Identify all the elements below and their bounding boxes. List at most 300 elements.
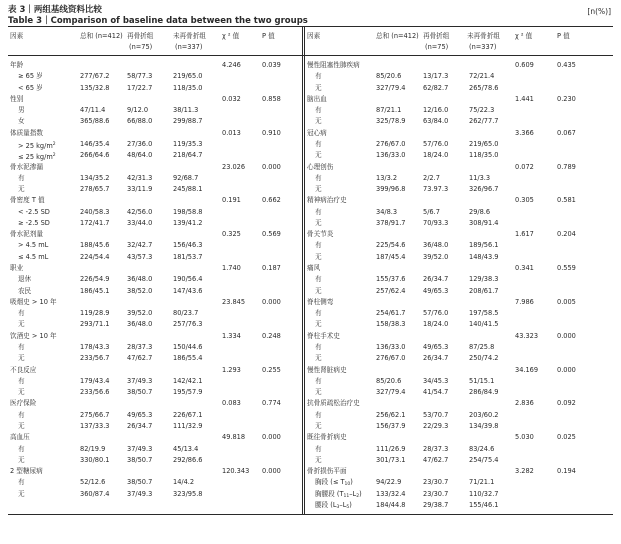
label-tail: ) (359, 490, 362, 498)
cell-chi2: 1.441 (515, 95, 534, 103)
label-text: 有 (18, 377, 25, 385)
row-factor-label (10, 433, 30, 442)
cell-refracture: 28/37.3 (127, 343, 153, 351)
cell-no-refracture: 156/46.3 (173, 241, 203, 249)
label-text: 有 (315, 72, 322, 80)
cell-total: 179/43.4 (80, 377, 110, 385)
cell-no-refracture: 11/3.3 (469, 174, 491, 182)
cell-no-refracture: 286/84.9 (469, 388, 499, 396)
row-sublabel (315, 445, 322, 454)
cell-no-refracture: 29/8.6 (469, 208, 491, 216)
cell-total: 136/33.0 (376, 343, 406, 351)
label-text: 2 型糖尿病 (10, 467, 43, 475)
row-factor-label (307, 61, 360, 70)
cell-refracture: 37/49.3 (127, 490, 153, 498)
cell-total: 327/79.4 (376, 388, 406, 396)
cell-no-refracture: 218/64.7 (173, 151, 203, 159)
cell-total: 111/26.9 (376, 445, 406, 453)
row-factor-label (10, 230, 43, 239)
cell-no-refracture: 254/75.4 (469, 456, 499, 464)
cell-no-refracture: 110/32.7 (469, 490, 499, 498)
cell-p-value: 0.000 (557, 366, 576, 374)
label-text: 精神病治疗史 (307, 196, 347, 204)
cell-no-refracture: 129/38.3 (469, 275, 499, 283)
row-factor-label (307, 95, 327, 104)
label-text: < -2.5 SD (18, 208, 50, 216)
label-sup: 2 (52, 153, 56, 158)
row-sublabel (18, 309, 25, 318)
label-text: 无 (18, 388, 25, 396)
cell-chi2: 34.169 (515, 366, 539, 374)
cell-p-value: 0.230 (557, 95, 576, 103)
cell-total: 365/88.6 (80, 117, 110, 125)
row-factor-label (307, 399, 360, 408)
row-sublabel (18, 117, 25, 126)
cell-refracture: 70/93.3 (423, 219, 449, 227)
label-text: 脊柱手术史 (307, 332, 340, 340)
row-sublabel (315, 241, 322, 250)
cell-no-refracture: 150/44.6 (173, 343, 203, 351)
label-text: 无 (18, 422, 25, 430)
cell-refracture: 57/76.0 (423, 140, 449, 148)
label-text: ≤ 25 kg/m (18, 153, 53, 161)
header-total-r: 总和 (n=412) (376, 32, 419, 40)
cell-no-refracture: 262/77.7 (469, 117, 499, 125)
label-text: 退休 (18, 275, 32, 283)
cell-refracture: 17/22.7 (127, 84, 153, 92)
cell-total: 135/32.8 (80, 84, 110, 92)
cell-p-value: 0.092 (557, 399, 576, 407)
cell-total: 233/56.6 (80, 388, 110, 396)
cell-total: 240/58.3 (80, 208, 110, 216)
label-text: 吸烟史 > 10 年 (10, 298, 57, 306)
row-sublabel (18, 174, 25, 183)
label-text: 不良反应 (10, 366, 37, 374)
row-factor-label (307, 467, 347, 476)
row-sublabel (315, 354, 322, 363)
label-text: 脑出血 (307, 95, 327, 103)
row-sublabel (18, 72, 43, 81)
row-factor-label (10, 366, 36, 375)
cell-no-refracture: 38/11.3 (173, 106, 199, 114)
label-text: 慢性肾脏病史 (307, 366, 347, 374)
cell-total: 87/21.1 (376, 106, 402, 114)
row-sublabel (315, 84, 322, 93)
cell-p-value: 0.789 (557, 163, 576, 171)
cell-total: 293/71.1 (80, 320, 110, 328)
cell-chi2: 1.740 (222, 264, 241, 272)
header-rule (8, 55, 613, 56)
row-factor-label (10, 163, 43, 172)
row-sublabel (18, 106, 25, 115)
cell-no-refracture: 72/21.4 (469, 72, 495, 80)
row-factor-label (307, 332, 340, 341)
cell-p-value: 0.000 (262, 433, 281, 441)
row-sublabel (18, 241, 48, 250)
top-rule (8, 26, 613, 27)
cell-total: 188/45.6 (80, 241, 110, 249)
cell-refracture: 53/70.7 (423, 411, 449, 419)
cell-refracture: 38/50.7 (127, 478, 153, 486)
cell-total: 47/11.4 (80, 106, 106, 114)
label-text: 抗骨质疏松治疗史 (307, 399, 360, 407)
cell-refracture: 63/84.0 (423, 117, 449, 125)
cell-no-refracture: 80/23.7 (173, 309, 199, 317)
cell-total: 233/56.7 (80, 354, 110, 362)
label-text: 无 (315, 354, 322, 362)
cell-p-value: 0.559 (557, 264, 576, 272)
cell-no-refracture: 139/41.2 (173, 219, 203, 227)
cell-refracture: 18/24.0 (423, 320, 449, 328)
row-sublabel (315, 501, 352, 512)
header-no-refracture: 未再骨折组 (173, 32, 206, 40)
row-factor-label (10, 95, 23, 104)
label-text: 农民 (18, 287, 32, 295)
row-sublabel (315, 253, 322, 262)
label-text: 有 (18, 478, 25, 486)
label-text: 既往骨折病史 (307, 433, 347, 441)
label-text: 男 (18, 106, 25, 114)
label-text: 有 (18, 445, 25, 453)
cell-no-refracture: 245/88.1 (173, 185, 203, 193)
cell-total: 156/37.9 (376, 422, 406, 430)
label-text: 骨折损伤平面 (307, 467, 347, 475)
label-text: 性别 (10, 95, 24, 103)
cell-refracture: 39/52.0 (127, 309, 153, 317)
cell-refracture: 18/24.0 (423, 151, 449, 159)
row-sublabel (18, 151, 56, 162)
label-mid: –L (349, 490, 357, 498)
row-sublabel (18, 445, 25, 454)
cell-refracture: 23/30.7 (423, 490, 449, 498)
cell-refracture: 73.97.3 (423, 185, 449, 193)
cell-total: 178/43.3 (80, 343, 110, 351)
table-caption-en: Table 3｜Comparison of baseline data between the two groups (8, 16, 308, 26)
row-sublabel (18, 287, 31, 296)
row-sublabel (315, 287, 322, 296)
header-factor: 因素 (10, 32, 24, 40)
cell-refracture: 36/48.0 (127, 275, 153, 283)
label-text: 有 (315, 445, 322, 453)
cell-no-refracture: 219/65.0 (173, 72, 203, 80)
cell-no-refracture: 142/42.1 (173, 377, 203, 385)
cell-no-refracture: 195/57.9 (173, 388, 203, 396)
cell-no-refracture: 189/56.1 (469, 241, 499, 249)
label-sub2: 5 (346, 505, 350, 510)
row-sublabel (18, 422, 25, 431)
cell-no-refracture: 181/53.7 (173, 253, 203, 261)
cell-no-refracture: 257/76.3 (173, 320, 203, 328)
label-text: 腰段 (L (315, 501, 337, 509)
cell-refracture: 49/65.3 (423, 343, 449, 351)
cell-no-refracture: 197/58.5 (469, 309, 499, 317)
cell-refracture: 32/42.7 (127, 241, 153, 249)
cell-chi2: 0.013 (222, 129, 241, 137)
cell-no-refracture: 14/4.2 (173, 478, 195, 486)
row-sublabel (315, 377, 322, 386)
cell-p-value: 0.255 (262, 366, 281, 374)
cell-refracture: 26/34.7 (423, 354, 449, 362)
label-text: > 4.5 mL (18, 241, 49, 249)
row-factor-label (307, 366, 347, 375)
row-sublabel (315, 422, 322, 431)
cell-total: 34/8.3 (376, 208, 398, 216)
label-text: 医疗保险 (10, 399, 37, 407)
row-sublabel (18, 185, 25, 194)
label-text: 骨密度 T 值 (10, 196, 45, 204)
row-factor-label (10, 61, 23, 70)
cell-total: 155/37.6 (376, 275, 406, 283)
label-sup: 2 (52, 142, 56, 147)
label-text: 胸段 (≤ T (315, 478, 345, 486)
cell-total: 330/80.1 (80, 456, 110, 464)
row-sublabel (315, 343, 322, 352)
label-text: 有 (315, 174, 322, 182)
cell-p-value: 0.000 (262, 163, 281, 171)
cell-no-refracture: 323/95.8 (173, 490, 203, 498)
label-text: 无 (315, 253, 322, 261)
cell-no-refracture: 118/35.0 (173, 84, 203, 92)
cell-total: 256/62.1 (376, 411, 406, 419)
label-text: 有 (315, 241, 322, 249)
row-sublabel (18, 208, 50, 217)
cell-chi2: 3.282 (515, 467, 534, 475)
label-text: 胸腰段 (T (315, 490, 344, 498)
cell-total: 136/33.0 (376, 151, 406, 159)
label-text: 无 (18, 320, 25, 328)
label-text: 职业 (10, 264, 24, 272)
cell-p-value: 0.005 (557, 298, 576, 306)
cell-no-refracture: 190/56.4 (173, 275, 203, 283)
row-sublabel (315, 275, 322, 284)
label-text: 体质量指数 (10, 129, 43, 137)
label-text: 有 (315, 309, 322, 317)
cell-no-refracture: 265/78.6 (469, 84, 499, 92)
label-text: 有 (315, 140, 322, 148)
cell-no-refracture: 147/43.6 (173, 287, 203, 295)
cell-chi2: 1.617 (515, 230, 534, 238)
cell-refracture: 33/11.9 (127, 185, 153, 193)
label-text: 无 (315, 117, 322, 125)
label-text: 痛风 (307, 264, 321, 272)
cell-refracture: 29/38.7 (423, 501, 449, 509)
cell-refracture: 57/76.0 (423, 309, 449, 317)
cell-refracture: 38/50.7 (127, 456, 153, 464)
label-sub: 10 (344, 482, 351, 487)
cell-refracture: 36/48.0 (423, 241, 449, 249)
cell-chi2: 0.305 (515, 196, 534, 204)
row-factor-label (10, 467, 43, 476)
cell-total: 85/20.6 (376, 377, 402, 385)
cell-total: 325/78.9 (376, 117, 406, 125)
cell-refracture: 22/29.3 (423, 422, 449, 430)
cell-total: 254/61.7 (376, 309, 406, 317)
cell-no-refracture: 148/43.9 (469, 253, 499, 261)
row-sublabel (18, 253, 48, 262)
cell-no-refracture: 118/35.0 (469, 151, 499, 159)
cell-refracture: 49/65.3 (423, 287, 449, 295)
cell-no-refracture: 226/67.1 (173, 411, 203, 419)
header-p: P 值 (262, 32, 275, 40)
label-text: 女 (18, 117, 25, 125)
label-text: 年龄 (10, 61, 24, 69)
bottom-rule (8, 514, 613, 515)
cell-p-value: 0.662 (262, 196, 281, 204)
cell-chi2: 0.072 (515, 163, 534, 171)
cell-chi2: 2.836 (515, 399, 534, 407)
row-factor-label (307, 230, 333, 239)
label-sub2: 2 (356, 494, 360, 499)
cell-total: 399/96.8 (376, 185, 406, 193)
row-factor-label (307, 298, 333, 307)
cell-chi2: 1.334 (222, 332, 241, 340)
cell-no-refracture: 111/32.9 (173, 422, 203, 430)
cell-total: 277/67.2 (80, 72, 110, 80)
cell-chi2: 0.609 (515, 61, 534, 69)
label-text: 无 (315, 287, 322, 295)
label-text: 无 (315, 185, 322, 193)
cell-no-refracture: 75/22.3 (469, 106, 495, 114)
cell-p-value: 0.000 (557, 332, 576, 340)
label-text: 无 (315, 320, 322, 328)
cell-refracture: 12/16.0 (423, 106, 449, 114)
row-sublabel (315, 490, 362, 501)
label-text: 脊柱侧弯 (307, 298, 334, 306)
cell-refracture: 26/34.7 (423, 275, 449, 283)
cell-chi2: 3.366 (515, 129, 534, 137)
label-text: 无 (18, 185, 25, 193)
cell-p-value: 0.039 (262, 61, 281, 69)
cell-refracture: 36/48.0 (127, 320, 153, 328)
row-sublabel (18, 456, 25, 465)
cell-no-refracture: 292/86.6 (173, 456, 203, 464)
cell-refracture: 26/34.7 (127, 422, 153, 430)
table-unit: [n(%)] (587, 7, 611, 16)
cell-chi2: 0.191 (222, 196, 241, 204)
cell-total: 137/33.3 (80, 422, 110, 430)
cell-refracture: 42/31.3 (127, 174, 153, 182)
cell-refracture: 38/52.0 (127, 287, 153, 295)
cell-total: 378/91.7 (376, 219, 406, 227)
cell-no-refracture: 186/55.4 (173, 354, 203, 362)
cell-refracture: 13/17.3 (423, 72, 449, 80)
table-caption-cn: 表 3｜两组基线资料比较 (8, 5, 102, 15)
row-factor-label (10, 196, 45, 205)
cell-p-value: 0.858 (262, 95, 281, 103)
row-sublabel (18, 320, 25, 329)
row-factor-label (10, 264, 23, 273)
cell-total: 94/22.9 (376, 478, 402, 486)
cell-total: 257/62.4 (376, 287, 406, 295)
cell-total: 276/67.0 (376, 140, 406, 148)
label-sub: 3 (336, 505, 340, 510)
cell-total: 187/45.4 (376, 253, 406, 261)
label-text: 心理创伤 (307, 163, 334, 171)
cell-chi2: 1.293 (222, 366, 241, 374)
row-factor-label (10, 399, 36, 408)
cell-refracture: 28/37.3 (423, 445, 449, 453)
cell-total: 133/32.4 (376, 490, 406, 498)
cell-p-value: 0.774 (262, 399, 281, 407)
row-sublabel (315, 219, 322, 228)
row-sublabel (315, 185, 322, 194)
row-sublabel (18, 377, 25, 386)
cell-refracture: 42/56.0 (127, 208, 153, 216)
label-text: 骨水泥渗漏 (10, 163, 43, 171)
cell-refracture: 62/82.7 (423, 84, 449, 92)
cell-total: 360/87.4 (80, 490, 110, 498)
cell-p-value: 0.569 (262, 230, 281, 238)
cell-refracture: 47/62.7 (127, 354, 153, 362)
row-sublabel (18, 354, 25, 363)
cell-chi2: 0.083 (222, 399, 241, 407)
row-sublabel (315, 72, 322, 81)
cell-no-refracture: 208/61.7 (469, 287, 499, 295)
header-refracture: 再骨折组 (127, 32, 154, 40)
header-no-refracture-r: 未再骨折组 (467, 32, 500, 40)
row-sublabel (18, 478, 25, 487)
cell-refracture: 49/65.3 (127, 411, 153, 419)
row-factor-label (307, 433, 347, 442)
cell-refracture: 66/88.0 (127, 117, 153, 125)
header-chi2: χ ² 值 (222, 32, 240, 40)
cell-no-refracture: 119/35.3 (173, 140, 203, 148)
header-total: 总和 (n=412) (80, 32, 123, 40)
label-text: 骨关节炎 (307, 230, 334, 238)
label-text: 有 (315, 275, 322, 283)
label-text: < 65 岁 (18, 84, 43, 92)
cell-chi2: 23.845 (222, 298, 246, 306)
cell-total: 52/12.6 (80, 478, 106, 486)
cell-no-refracture: 308/91.4 (469, 219, 499, 227)
label-text: ≥ -2.5 SD (18, 219, 50, 227)
cell-refracture: 37/49.3 (127, 445, 153, 453)
cell-no-refracture: 219/65.0 (469, 140, 499, 148)
cell-refracture: 5/6.7 (423, 208, 440, 216)
header-chi2-r: χ ² 值 (515, 32, 533, 40)
label-text: 饮酒史 > 10 年 (10, 332, 57, 340)
cell-refracture: 23/30.7 (423, 478, 449, 486)
cell-total: 275/66.7 (80, 411, 110, 419)
cell-no-refracture: 198/58.8 (173, 208, 203, 216)
row-sublabel (315, 456, 322, 465)
cell-total: 301/73.1 (376, 456, 406, 464)
header-p-r: P 值 (557, 32, 570, 40)
cell-no-refracture: 83/24.6 (469, 445, 495, 453)
row-sublabel (315, 151, 322, 160)
cell-no-refracture: 92/68.7 (173, 174, 199, 182)
label-text: 冠心病 (307, 129, 327, 137)
cell-refracture: 38/50.7 (127, 388, 153, 396)
label-text: 骨水泥剂量 (10, 230, 43, 238)
cell-refracture: 48/64.0 (127, 151, 153, 159)
cell-refracture: 33/44.0 (127, 219, 153, 227)
cell-total: 85/20.6 (376, 72, 402, 80)
row-sublabel (315, 174, 322, 183)
cell-total: 225/54.6 (376, 241, 406, 249)
cell-no-refracture: 155/46.1 (469, 501, 499, 509)
cell-chi2: 4.246 (222, 61, 241, 69)
label-text: 高血压 (10, 433, 30, 441)
row-factor-label (307, 196, 347, 205)
row-factor-label (10, 332, 57, 341)
label-text: 有 (18, 309, 25, 317)
label-text: 有 (315, 377, 322, 385)
cell-total: 276/67.0 (376, 354, 406, 362)
row-sublabel (315, 140, 322, 149)
cell-total: 278/65.7 (80, 185, 110, 193)
cell-p-value: 0.248 (262, 332, 281, 340)
